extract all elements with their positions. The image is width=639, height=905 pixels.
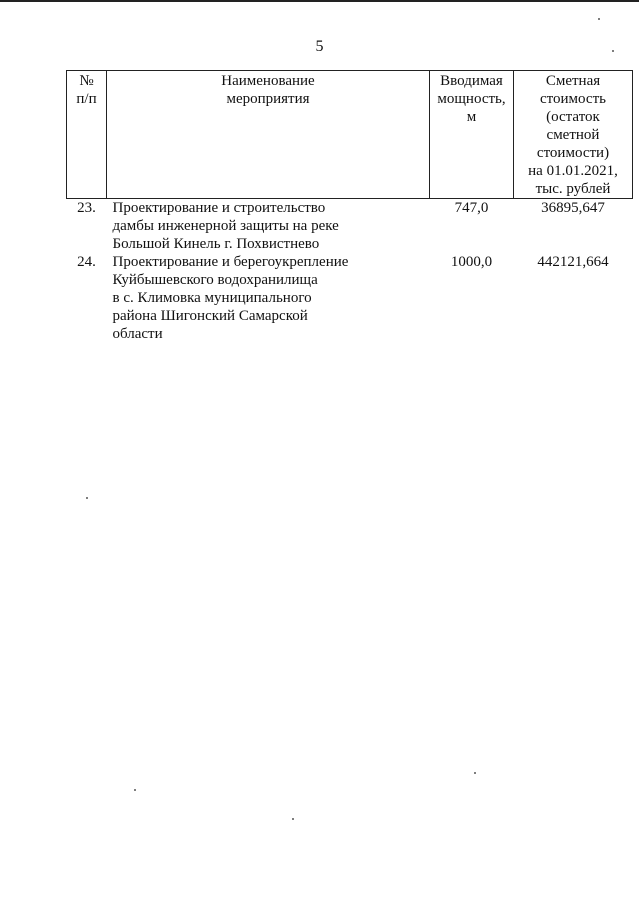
top-page-edge-rule: [0, 0, 639, 2]
row-name-line: Куйбышевского водохранилища: [112, 272, 318, 288]
scan-speck: [474, 772, 476, 774]
header-line: мощность,: [437, 91, 506, 107]
table-header-row: [67, 71, 633, 199]
header-line: Вводимая: [440, 73, 503, 89]
header-line: Наименование: [221, 73, 315, 89]
scan-speck: [598, 18, 600, 20]
row-name-line: в с. Климовка муниципального: [112, 290, 312, 306]
header-number: [67, 71, 107, 199]
header-line: сметной: [546, 127, 600, 143]
row-name: [107, 253, 430, 343]
row-cost: 36895,647: [541, 200, 605, 216]
header-capacity: [430, 71, 514, 199]
row-name-line: Проектирование и строительство: [112, 200, 326, 216]
scan-speck: [292, 818, 294, 820]
header-line: тыс. рублей: [535, 181, 611, 197]
row-capacity: 747,0: [454, 200, 489, 216]
header-line: стоимости): [536, 145, 610, 161]
row-name: [107, 199, 430, 254]
header-line: мероприятия: [226, 91, 310, 107]
row-capacity: 1000,0: [450, 254, 493, 270]
header-name: [107, 71, 430, 199]
row-cost: 442121,664: [537, 254, 609, 270]
row-name-line: области: [112, 326, 163, 342]
header-line: м: [466, 109, 477, 125]
row-name-line: дамбы инженерной защиты на реке: [112, 218, 339, 234]
row-name-line: Большой Кинель г. Похвистнево: [112, 236, 320, 252]
header-line: №: [79, 73, 94, 89]
row-name-line: района Шигонский Самарской: [112, 308, 308, 324]
header-line: стоимость: [540, 91, 606, 107]
header-line: Сметная: [545, 73, 601, 89]
header-line: п/п: [76, 91, 97, 107]
row-number: 24.: [77, 254, 96, 270]
table-row: [67, 199, 633, 254]
page-number: 5: [315, 38, 324, 55]
measures-table: [66, 70, 633, 343]
scan-speck: [86, 497, 88, 499]
header-cost: [514, 71, 633, 199]
table-body: [67, 199, 633, 344]
header-line: на 01.01.2021,: [528, 163, 618, 179]
header-line: (остаток: [546, 109, 600, 125]
row-name-line: Проектирование и берегоукрепление: [112, 254, 349, 270]
row-number: 23.: [77, 200, 96, 216]
table-header: [67, 71, 633, 199]
scan-speck: [134, 789, 136, 791]
table-row: [67, 253, 633, 343]
